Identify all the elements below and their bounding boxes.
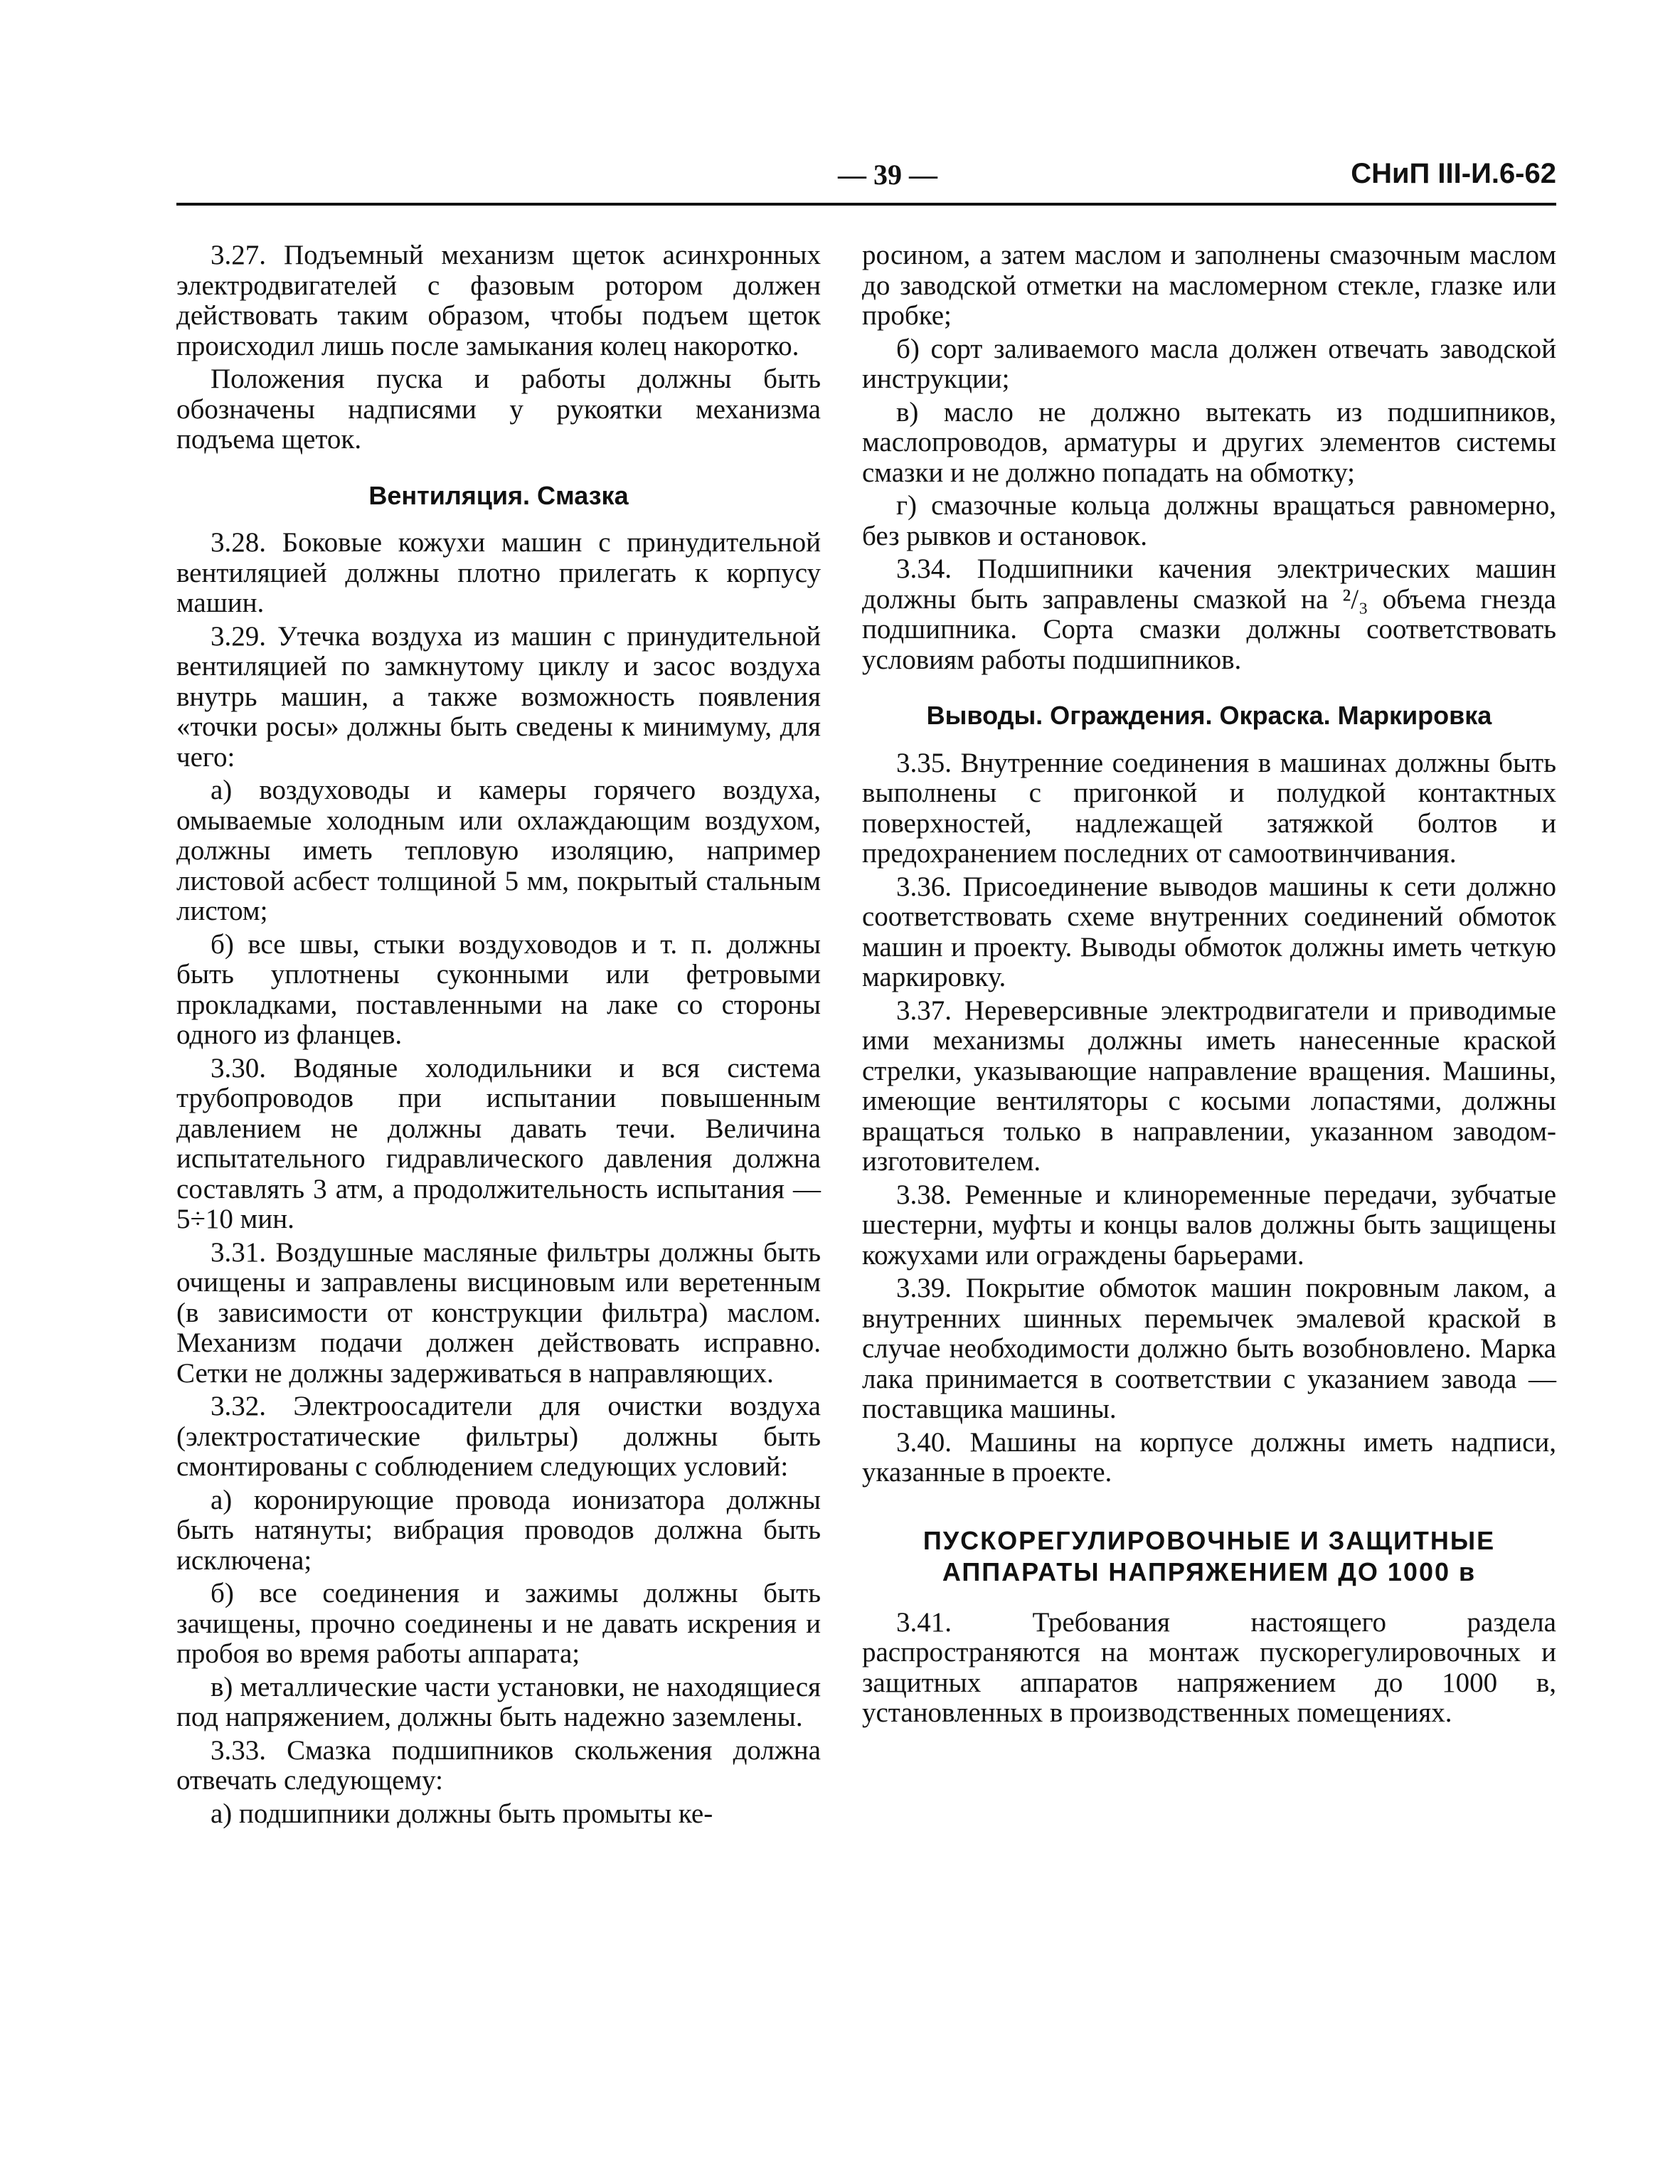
page-header <box>176 158 1556 201</box>
paragraph-3-32-a: а) коронирующие провода ионизатора должны быть натянуты; вибрация проводов должна быть исключена; <box>176 1484 821 1576</box>
section-heading-line-1: ПУСКОРЕГУЛИРОВОЧНЫЕ И ЗАЩИТНЫЕ <box>923 1525 1496 1555</box>
paragraph-3-27: 3.27. Подъемный механизм щеток асинхронных электродвигателей с фазовым ротором должен действовать таким образом, чтобы подъем щеток происходил лишь после замыкания колец накоротко. <box>176 240 821 361</box>
paragraph-3-33-c: в) масло не должно вытекать из подшипников, маслопроводов, арматуры и других элементов системы смазки и не должно попадать на обмотку; <box>862 396 1556 488</box>
paragraph-3-30: 3.30. Водяные холодильники и вся система трубопроводов при испытании повышенным давлением не должны давать течи. Величина испытательного гидравлического давления должна составлять 3 атм, а продолжительность испытания — 5÷10 мин. <box>176 1052 821 1234</box>
page-number: — 39 — <box>838 159 937 191</box>
paragraph-3-29-b: б) все швы, стыки воздуховодов и т. п. должны быть уплотнены суконными или фетровыми прокладками, поставленными на лаке со стороны одного из фланцев. <box>176 928 821 1050</box>
left-column <box>176 240 821 1832</box>
paragraph-3-28: 3.28. Боковые кожухи машин с принудительной вентиляцией должны плотно прилегать к корпусу машин. <box>176 527 821 618</box>
paragraph-3-36: 3.36. Присоединение выводов машины к сети должно соответствовать схеме внутренних соединений обмоток машин и проекту. Выводы обмоток должны иметь четкую маркировку. <box>862 871 1556 992</box>
paragraph-3-32-b: б) все соединения и зажимы должны быть зачищены, прочно соединены и не давать искрения и пробоя во время работы аппарата; <box>176 1578 821 1669</box>
document-code: СНиП III-И.6-62 <box>1351 158 1556 189</box>
paragraph-3-31: 3.31. Воздушные масляные фильтры должны быть очищены и заправлены висциновым или веретенным (в зависимости от конструкции фильтра) маслом. Механизм подачи должен действовать исправно. Сетки не должны задерживаться в направляющих. <box>176 1236 821 1389</box>
section-heading-line-2: АППАРАТЫ НАПРЯЖЕНИЕМ ДО 1000 в <box>942 1557 1477 1586</box>
paragraph-3-39: 3.39. Покрытие обмоток машин покровным лаком, а внутренних шинных перемычек эмалевой краской в случае необходимости должно быть возобновлено. Марка лака принимается в соответствии с указанием завода — поставщика машины. <box>862 1273 1556 1424</box>
paragraph-3-33-d: г) смазочные кольца должны вращаться равномерно, без рывков и остановок. <box>862 490 1556 551</box>
paragraph-3-32-c: в) металлические части установки, не находящиеся под напряжением, должны быть надежно заземлены. <box>176 1671 821 1732</box>
header-rule <box>176 203 1556 206</box>
section-heading-protective-devices <box>862 1525 1556 1588</box>
paragraph-3-33-a-cont: росином, а затем маслом и заполнены смазочным маслом до заводской отметки на масломерном стекле, глазке или пробке; <box>862 240 1556 331</box>
paragraph-3-27-cont: Положения пуска и работы должны быть обозначены надписями у рукоятки механизма подъема щеток. <box>176 364 821 455</box>
paragraph-3-33-a: а) подшипники должны быть промыты ке- <box>211 1798 713 1829</box>
section-heading-ventilation: Вентиляция. Смазка <box>368 480 629 510</box>
right-column <box>862 240 1556 1732</box>
paragraph-3-29-a: а) воздуховоды и камеры горячего воздуха, омываемые холодным или охлаждающим воздухом, должны иметь тепловую изоляцию, например листовой асбест толщиной 5 мм, покрытый стальным листом; <box>176 775 821 926</box>
paragraph-3-37: 3.37. Нереверсивные электродвигатели и приводимые ими механизмы должны иметь нанесенные краской стрелки, указывающие направление вращения. Машины, имеющие вентиляторы с косыми лопастями, должны вращаться только в направлении, указанном заводом-изготовителем. <box>862 995 1556 1177</box>
paragraph-3-40: 3.40. Машины на корпусе должны иметь надписи, указанные в проекте. <box>862 1426 1556 1488</box>
paragraph-3-33: 3.33. Смазка подшипников скольжения должна отвечать следующему: <box>176 1734 821 1796</box>
paragraph-3-29: 3.29. Утечка воздуха из машин с принудительной вентиляцией по замкнутому циклу и засос воздуха внутрь машин, а также возможность появления «точки росы» должны быть сведены к минимуму, для чего: <box>176 620 821 773</box>
paragraph-3-41: 3.41. Требования настоящего раздела распространяются на монтаж пускорегулировочных и защитных аппаратов напряжением до 1000 в, установленных в производственных помещениях. <box>862 1606 1556 1728</box>
paragraph-3-34: 3.34. Подшипники качения электрических машин должны быть заправлены смазкой на ²/₃ объема гнезда подшипника. Сорта смазки должны соответствовать условиям работы подшипников. <box>862 553 1556 675</box>
paragraph-3-35: 3.35. Внутренние соединения в машинах должны быть выполнены с пригонкой и полудкой контактных поверхностей, надлежащей затяжкой болтов и предохранением последних от самоотвинчивания. <box>862 747 1556 869</box>
paragraph-3-38: 3.38. Ременные и клиноременные передачи, зубчатые шестерни, муфты и концы валов должны быть защищены кожухами или ограждены барьерами. <box>862 1179 1556 1271</box>
section-heading-terminals: Выводы. Ограждения. Окраска. Маркировка <box>926 701 1492 730</box>
paragraph-3-32: 3.32. Электроосадители для очистки воздуха (электростатические фильтры) должны быть смонтированы с соблюдением следующих условий: <box>176 1391 821 1482</box>
paragraph-3-33-b: б) сорт заливаемого масла должен отвечать заводской инструкции; <box>862 333 1556 394</box>
